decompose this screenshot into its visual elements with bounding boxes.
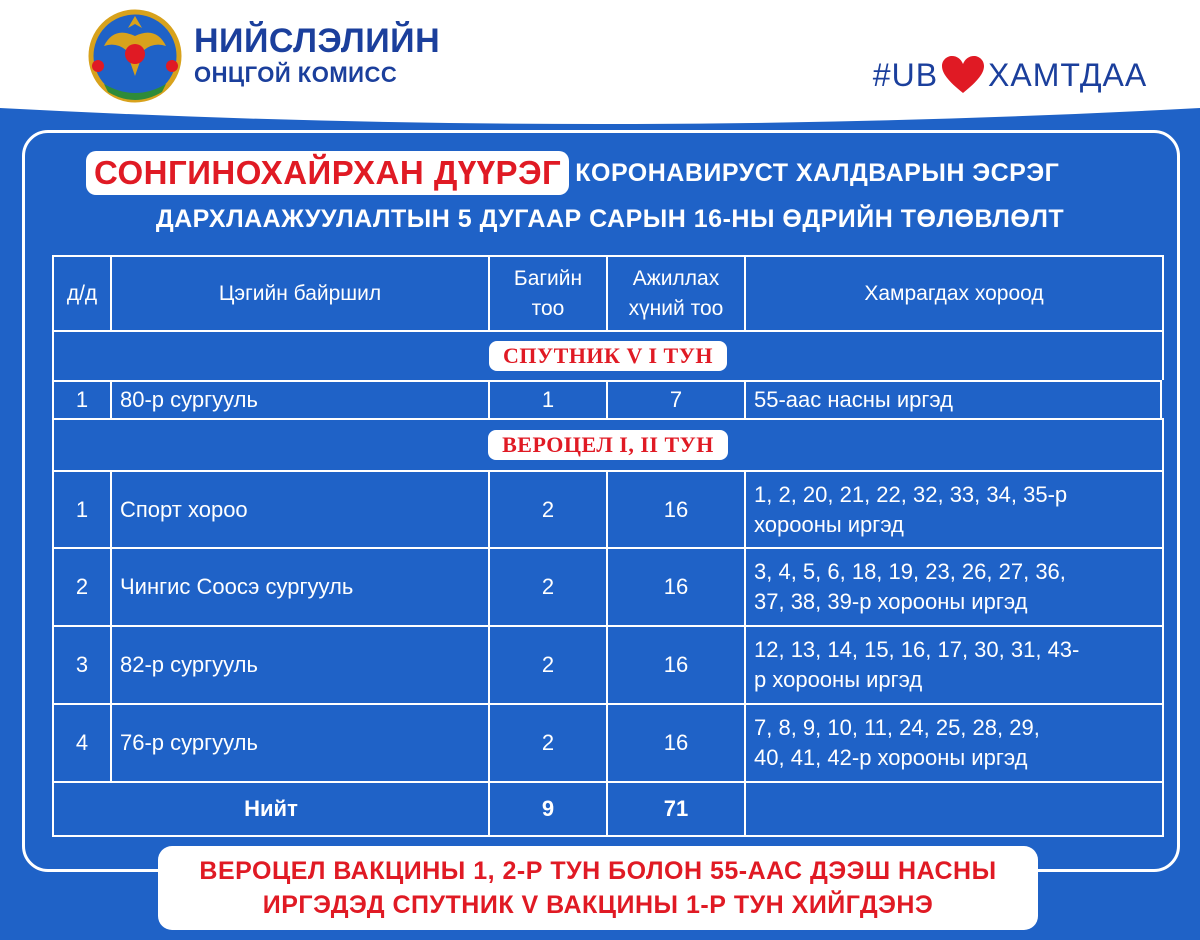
row-teams: 2 <box>488 703 606 781</box>
footer-notice <box>158 846 1038 930</box>
row-staff: 16 <box>606 547 744 625</box>
row-no: 3 <box>52 625 110 703</box>
row-no: 1 <box>52 470 110 547</box>
hashtag-badge <box>870 46 1150 104</box>
row-no: 4 <box>52 703 110 781</box>
hashtag-prefix: #UB <box>872 56 939 93</box>
section-verocell <box>52 418 1164 470</box>
header-staff: Ажиллах хүний тоо <box>606 255 744 330</box>
table-total-row <box>52 781 1164 835</box>
row-staff: 7 <box>606 380 744 418</box>
table-row <box>52 703 1164 781</box>
table-row <box>52 470 1164 547</box>
row-teams: 1 <box>488 380 606 418</box>
table-header-row <box>52 255 1164 330</box>
district-name: СОНГИНОХАЙРХАН ДҮҮРЭГ <box>86 151 569 195</box>
section-sputnik-label: СПУТНИК V I ТУН <box>489 341 727 371</box>
header-no: д/д <box>52 255 110 330</box>
header-location: Цэгийн байршил <box>110 255 488 330</box>
row-location: 76-р сургууль <box>110 703 488 781</box>
footer-line1: ВЕРОЦЕЛ ВАКЦИНЫ 1, 2-Р ТУН БОЛОН 55-ААС ДЭЭШ НАСНЫ <box>199 857 997 885</box>
row-no: 2 <box>52 547 110 625</box>
row-location: 80-р сургууль <box>110 380 488 418</box>
section-sputnik <box>52 330 1164 380</box>
row-staff: 16 <box>606 470 744 547</box>
header-teams: Багийн тоо <box>488 255 606 330</box>
state-emblem-icon <box>84 6 186 106</box>
title-line2: ДАРХЛААЖУУЛАЛТЫН 5 ДУГААР САРЫН 16-НЫ ӨДРИЙН ТӨЛӨВЛӨЛТ <box>155 205 1065 233</box>
hashtag-suffix: ХАМТДАА <box>988 56 1148 93</box>
table-row <box>52 547 1164 625</box>
row-no: 1 <box>52 380 110 418</box>
title-line1-rest: КОРОНАВИРУСТ ХАЛДВАРЫН ЭСРЭГ <box>575 158 1060 187</box>
heart-icon <box>940 55 986 95</box>
org-name-line2: ОНЦГОЙ КОМИСС <box>194 62 398 87</box>
table-row <box>52 625 1164 703</box>
total-label: Нийт <box>52 781 488 835</box>
header-districts: Хамрагдах хороод <box>744 255 1164 330</box>
row-districts: 3, 4, 5, 6, 18, 19, 23, 26, 27, 36, 37, 38, 39-р хорооны иргэд <box>744 547 1164 625</box>
row-teams: 2 <box>488 547 606 625</box>
row-districts: 7, 8, 9, 10, 11, 24, 25, 28, 29, 40, 41, 42-р хорооны иргэд <box>744 703 1164 781</box>
row-location: Спорт хороо <box>110 470 488 547</box>
title-line1 <box>86 150 1126 196</box>
row-staff: 16 <box>606 703 744 781</box>
footer-line2: ИРГЭДЭД СПУТНИК V ВАКЦИНЫ 1-Р ТУН ХИЙГДЭНЭ <box>262 891 934 919</box>
row-teams: 2 <box>488 625 606 703</box>
table-bottom-border <box>52 835 1164 837</box>
total-teams: 9 <box>488 781 606 835</box>
total-districts-empty <box>744 781 1164 835</box>
row-location: 82-р сургууль <box>110 625 488 703</box>
row-location: Чингис Соосэ сургууль <box>110 547 488 625</box>
org-name-line1: НИЙСЛЭЛИЙН <box>194 22 441 60</box>
total-staff: 71 <box>606 781 744 835</box>
row-districts: 1, 2, 20, 21, 22, 32, 33, 34, 35-р хорооны иргэд <box>744 470 1164 547</box>
row-teams: 2 <box>488 470 606 547</box>
section-verocell-label: ВЕРОЦЕЛ I, II ТУН <box>488 430 728 460</box>
row-districts: 12, 13, 14, 15, 16, 17, 30, 31, 43- р хорооны иргэд <box>744 625 1164 703</box>
table-row <box>52 380 1164 418</box>
row-staff: 16 <box>606 625 744 703</box>
row-districts: 55-аас насны иргэд <box>744 380 1162 418</box>
